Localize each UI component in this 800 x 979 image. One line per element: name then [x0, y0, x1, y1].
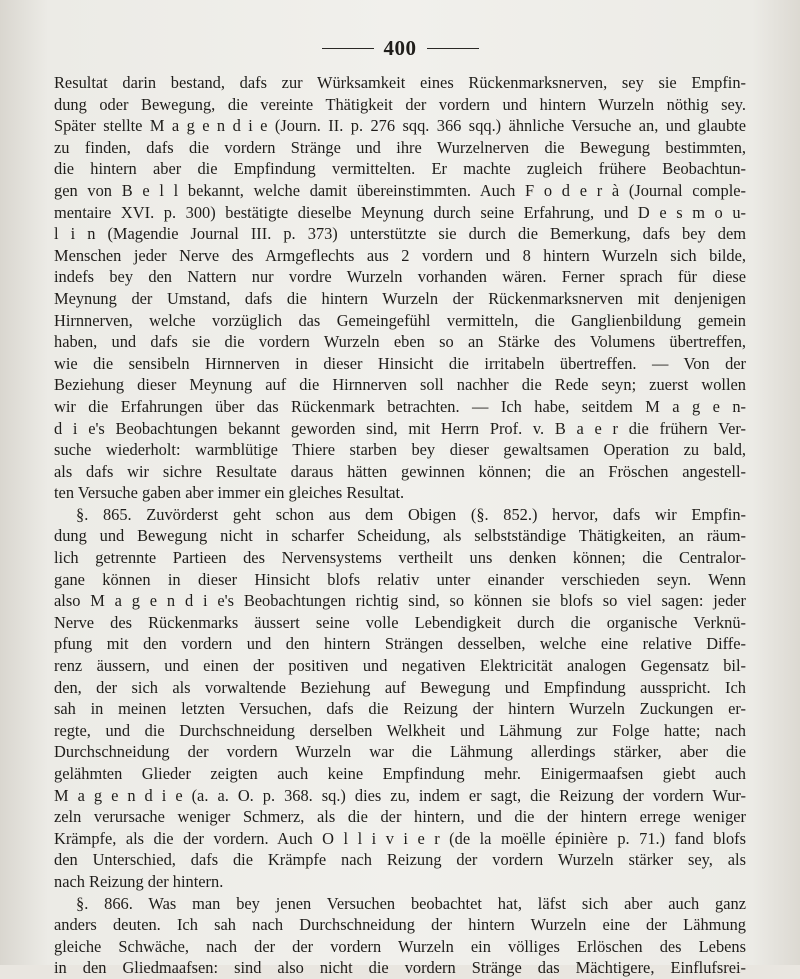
text-line: als dafs wir sichre Resultate daraus hätten gewinnen können; die an Fröschen angestell- — [54, 461, 746, 481]
text-line: Durchschneidung der vordern Wurzeln war die Lähmung allerdings stärker, aber die — [54, 742, 746, 762]
text-line: Später stellte M a g e n d i e (Journ. II. p. 276 sqq. 366 sqq.) ähnliche Versuche an, und glaubte — [54, 116, 746, 136]
text-line: Menschen jeder Nerve des Armgeflechts aus 2 vordern und 8 hintern Wurzeln sich bilde, — [54, 245, 746, 265]
header-rule-left — [322, 48, 374, 49]
text-line: Hirnnerven, welche vorzüglich das Gemeingefühl vermitteln, die Ganglienbildung gemein — [54, 310, 746, 330]
text-line: zu finden, dafs die vordern Stränge und ihre Wurzelnerven die Bewegung bestimmten, — [54, 137, 746, 157]
text-line: suche wiederholt: warmblütige Thiere starben bey dieser gewaltsamen Operation zu bald, — [54, 440, 746, 460]
text-line: sah in meinen letzten Versuchen, dafs die Reizung der hintern Wurzeln Zuckungen er- — [54, 699, 746, 719]
header-rule-right — [427, 48, 479, 49]
text-line: Resultat darin bestand, dafs zur Würksamkeit eines Rückenmarksnerven, sey sie Empfin- — [54, 73, 746, 92]
text-line: Nerve des Rückenmarks äussert seine volle Lebendigkeit durch die organische Verknü- — [54, 612, 746, 632]
text-line: gleiche Schwäche, nach der der vordern Wurzeln ein völliges Erlöschen des Lebens — [54, 936, 746, 956]
text-line: nach Reizung der hintern. — [54, 871, 224, 891]
text-line: M a g e n d i e (a. a. O. p. 368. sq.) dies zu, indem er sagt, die Reizung der vordern Wur- — [54, 785, 746, 805]
text-line: den Unterschied, dafs die Krämpfe nach Reizung der vordern Wurzeln stärker sey, als — [54, 850, 746, 870]
text-line: §. 865. Zuvörderst geht schon aus dem Obigen (§. 852.) hervor, dafs wir Empfin- — [76, 504, 746, 524]
text-line: wir die Erfahrungen über das Rückenmark betrachten. — Ich habe, seitdem M a g e n- — [54, 396, 746, 416]
text-line: ten Versuche gaben aber immer ein gleiches Resultat. — [54, 483, 405, 503]
text-line: lich getrennte Partieen des Nervensystems vertheilt uns denken können; die Centralor- — [54, 548, 746, 568]
text-line: d i e's Beobachtungen bekannt geworden sind, mit Herrn Prof. v. B a e r die frühern Ver- — [54, 418, 746, 438]
text-line: dung oder Bewegung, die vereinte Thätigkeit der vordern und hintern Wurzeln nöthig sey. — [54, 94, 746, 114]
text-line: gen von B e l l bekannt, welche damit übereinstimmten. Auch F o d e r à (Journal comple- — [54, 180, 746, 200]
text-line: renz äussern, und einen der positiven und negativen Elektricität analogen Gegensatz bil- — [54, 656, 746, 676]
body-text — [54, 72, 746, 979]
text-line: mentaire XVI. p. 300) bestätigte dieselbe Meynung durch seine Erfahrung, und D e s m o u- — [54, 202, 746, 222]
text-line: §. 866. Was man bey jenen Versuchen beobachtet hat, läfst sich aber auch ganz — [76, 893, 746, 913]
text-line: wie die sensibeln Hirnnerven in dieser Hinsicht die irritabeln übertreffen. — Von der — [54, 353, 746, 373]
text-line: den, der sich als vorwaltende Beziehung auf Bewegung und Empfindung ausspricht. Ich — [54, 677, 746, 697]
text-line: die hintern aber die Empfindung vermittelten. Er machte zugleich frühere Beobachtun- — [54, 159, 746, 179]
text-line: anders deuten. Ich sah nach Durchschneidung der hintern Wurzeln eine der Lähmung — [54, 915, 746, 935]
text-line: Meynung der Umstand, dafs die hintern Wurzeln der Rückenmarksnerven mit denjenigen — [54, 288, 746, 308]
text-line: gelähmten Glieder zeigten auch keine Empfindung mehr. Einigermaafsen giebt auch — [54, 764, 746, 783]
text-line: regte, und die Durchschneidung derselben Welkheit und Lähmung zur Folge hatte; nach — [54, 720, 746, 740]
text-line: dung und Bewegung nicht in scharfer Scheidung, als selbstständige Thätigkeiten, an räum- — [54, 526, 746, 546]
page-number: 400 — [383, 35, 417, 60]
text-line: pfung mit den vordern und den hintern Strängen desselben, welche eine relative Diffe- — [54, 634, 746, 654]
text-line: Krämpfe, als die der vordern. Auch O l l i v i e r (de la moëlle épinière p. 71.) fand blofs — [54, 828, 746, 848]
text-line: also M a g e n d i e's Beobachtungen richtig sind, so können sie blofs so viel sagen: jeder — [54, 591, 746, 611]
text-line: Beziehung dieser Meynung auf die Hirnnerven soll nachher die Rede seyn; zuerst wollen — [54, 375, 746, 395]
text-line: haben, und dafs sie die vordern Wurzeln eben so an Stärke des Volumens übertreffen, — [54, 332, 746, 352]
page-header — [0, 36, 800, 60]
text-line: indefs bey den Nattern nur vordre Wurzeln vorhanden wären. Ferner sprach für diese — [54, 267, 746, 287]
text-line: l i n (Magendie Journal III. p. 373) unterstützte sie durch die Bemerkung, dafs bey dem — [54, 224, 746, 244]
text-line: gane können in dieser Hinsicht blofs relativ unter einander verschieden seyn. Wenn — [54, 569, 746, 589]
text-line: in den Gliedmaafsen: sind also nicht die vordern Stränge das Mächtigere, Einflufsrei- — [54, 958, 746, 978]
text-line: zeln verursache weniger Schmerz, als die der hintern, und die der hintern errege weniger — [54, 807, 746, 827]
